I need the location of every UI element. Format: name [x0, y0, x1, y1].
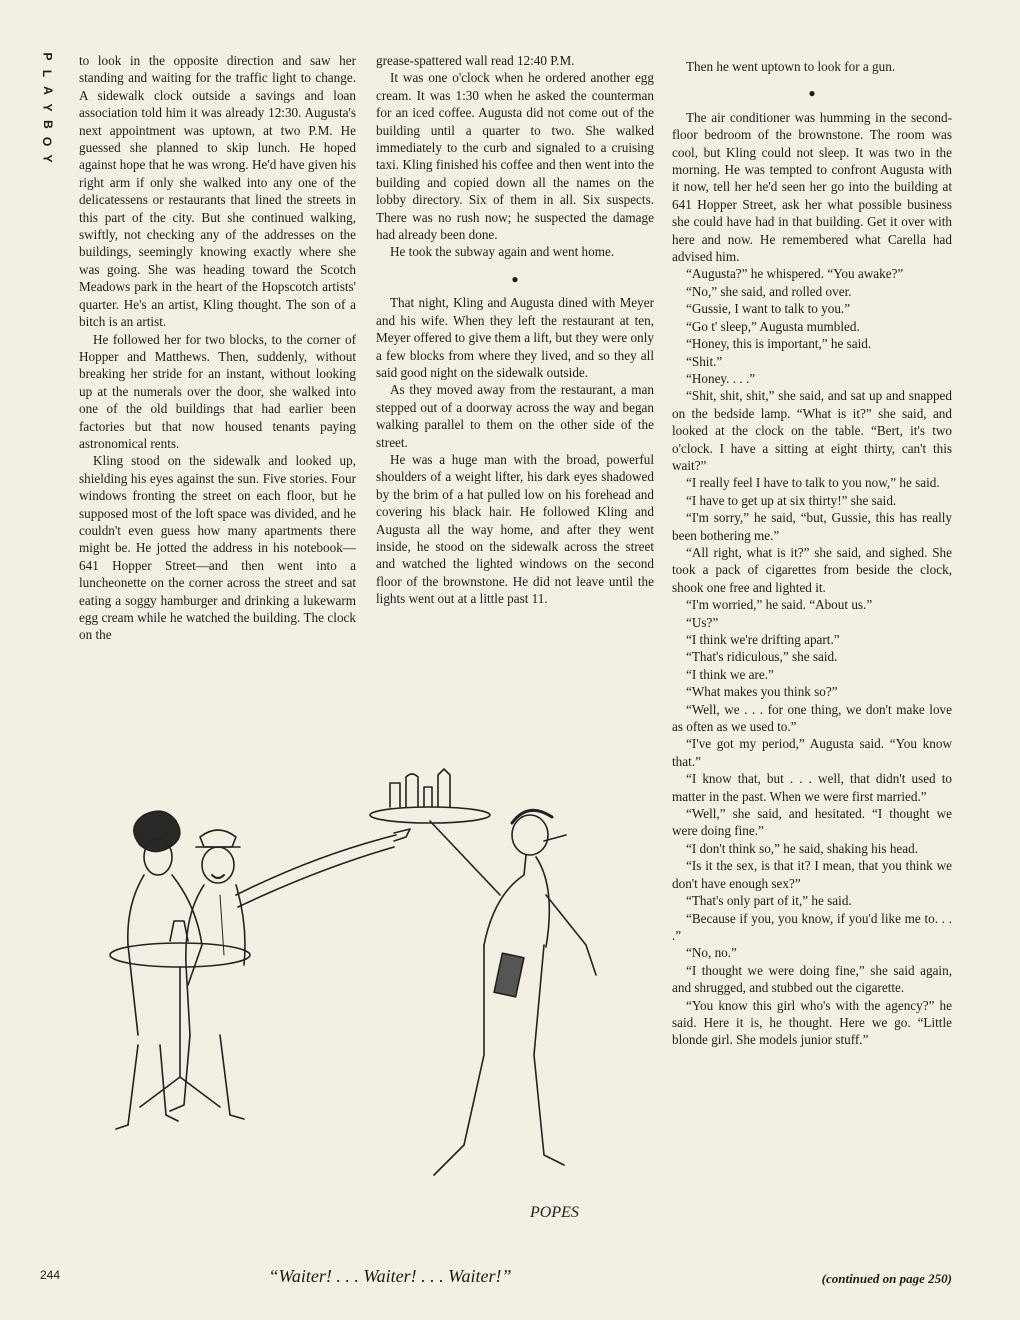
paragraph: “I don't think so,” he said, shaking his head. [686, 840, 919, 856]
paragraph: “Is it the sex, is that it? I mean, that you think we don't have enough sex?” [672, 858, 952, 891]
paragraph: “I'm sorry,” he said, “but, Gussie, this has really been bothering me.” [672, 510, 952, 543]
paragraph: “You know this girl who's with the agency?” he said. Here it is, he thought. Here we go. “Little blonde girl. She models junior stuff.” [672, 997, 952, 1048]
article-column-3 [672, 58, 952, 1049]
paragraph: “I think we're drifting apart.” [686, 632, 840, 647]
masthead-letter: Y [40, 103, 55, 112]
paragraph: “Us?” [686, 614, 719, 630]
article-column-1 [79, 52, 356, 644]
cartoon-table [110, 921, 250, 1107]
cartoon-caption: “Waiter! . . . Waiter! . . . Waiter!” [268, 1266, 512, 1286]
paragraph: He took the subway again and went home. [390, 244, 615, 260]
paragraph: “That's ridiculous,” she said. [686, 649, 838, 665]
paragraph: He was a huge man with the broad, powerful shoulders of a weight lifter, his dark eyes shadowed by the brim of a hat pulled low on his forehead and covering his black hair. He followed Kling and Augusta all the way home, and after they went inside, he stood on the sidewalk across the street and watched the lighted windows on the second floor of the brownstone. He did not leave until the lights went out at a little past 11. [376, 451, 654, 607]
paragraph: “I have to get up at six thirty!” she said. [686, 492, 897, 508]
paragraph: “Well,” she said, and hesitated. “I thought we were doing fine.” [672, 806, 952, 839]
paragraph: It was one o'clock when he ordered another egg cream. It was 1:30 when he asked the counterman for an iced coffee. Augusta did not come out of the building until a quarter to two. She walked immediately to the curb and signaled to a cruising taxi. Kling finished his coffee and then went into the building and copied down all the names on the lobby directory. Six of them in all. Six suspects. There was no rush now; he suspected the damage had already been done. [376, 70, 654, 243]
masthead-letter: P [40, 52, 55, 61]
section-break-bullet: ● [808, 86, 816, 101]
masthead-letter: A [40, 86, 55, 95]
paragraph: “What makes you think so?” [686, 684, 838, 700]
cartoon-signature: POPES [530, 1204, 579, 1221]
paragraph: “I'm worried,” he said. “About us.” [686, 597, 873, 613]
masthead-letter: O [40, 136, 55, 147]
paragraph: “I've got my period,” Augusta said. “You know that.” [672, 736, 952, 769]
paragraph: Kling stood on the sidewalk and looked up, shielding his eyes against the sun. Five stories. Four windows fronting the street on each floor, but he supposed most of the loft space was divided, and he couldn't even guess how many apartments there might be. He jotted the address in his notebook—641 Hopper Street—and then went into a luncheonette on the corner across the street and sat eating a soggy hamburger and drinking a lukewarm egg cream while he watched the building. The clock on the [79, 453, 356, 643]
paragraph: “Gussie, I want to talk to you.” [686, 301, 851, 317]
page-number: 244 [40, 1268, 61, 1282]
masthead-letter: B [40, 120, 55, 129]
paragraph: “Honey. . . .” [686, 370, 756, 386]
paragraph: “No,” she said, and rolled over. [686, 283, 852, 299]
cartoon-woman [116, 811, 202, 1129]
paragraph: That night, Kling and Augusta dined with Meyer and his wife. When they left the restaurant at ten, Meyer offered to give them a lift, but they were only a few blocks from where they lived, and so they all said good night on the sidewalk outside. [376, 295, 654, 380]
paragraph: “I know that, but . . . well, that didn't used to matter in the past. When we were first married.” [672, 771, 952, 804]
paragraph: “I thought we were doing fine,” she said again, and shrugged, and stubbed out the cigarette. [672, 962, 952, 996]
paragraph: “I really feel I have to talk to you now,” he said. [686, 475, 940, 491]
paragraph: “That's only part of it,” he said. [686, 893, 852, 909]
masthead [34, 48, 60, 167]
paragraph: “Augusta?” he whispered. “You awake?” [686, 266, 904, 282]
cartoon-illustration [100, 745, 620, 1265]
continued-note: (continued on page 250) [821, 1271, 952, 1286]
paragraph: “All right, what is it?” she said, and sighed. She took a pack of cigarettes from beside the clock, shook one free and lighted it. [672, 544, 952, 595]
paragraph: “Shit.” [686, 353, 723, 369]
paragraph: “Shit, shit, shit,” she said, and sat up and snapped on the bedside lamp. “What is it?” she said, and looked at the clock on the table. “Bert, it's two o'clock. I have a sitting at eight thirty, can't this wait?” [672, 388, 952, 473]
section-break-bullet: ● [511, 271, 519, 286]
cartoon-man [170, 829, 410, 1119]
masthead-letter: Y [40, 154, 55, 163]
paragraph: to look in the opposite direction and saw her standing and waiting for the traffic light to change. A sidewalk clock outside a savings and loan association told him it was already 12:30. Augusta's next appointment was uptown, at two P.M. He guessed she planned to skip lunch. He hoped against hope that he was wrong. He'd have given his right arm if only she walked into any one of the delicatessens or restaurants that lined the streets in this part of the city. But she continued walking, swiftly, not checking any of the addresses on the buildings, seemingly knowing exactly where she was going. She was heading toward the Scotch Meadows park in the heart of the Hopscotch artists' quarter. He's an artist, Kling thought. The son of a bitch is an artist. [79, 53, 356, 330]
paragraph: As they moved away from the restaurant, a man stepped out of a doorway across the way and began walking parallel to them on the other side of the street. [376, 382, 654, 450]
paragraph: “I think we are.” [686, 666, 774, 682]
paragraph: “Well, we . . . for one thing, we don't make love as often as we used to.” [672, 701, 952, 735]
paragraph: “Go t' sleep,” Augusta mumbled. [686, 318, 860, 334]
paragraph: “Honey, this is important,” he said. [686, 336, 872, 352]
paragraph: “No, no.” [686, 945, 737, 961]
paragraph: The air conditioner was humming in the second-floor bedroom of the brownstone. The room was cool, but Kling could not sleep. It was two in the morning. He was tempted to confront Augusta with it now, tell her he'd seen her go into the building at 641 Hopper Street, ask her what possible business she could have had in that building. Get it over with here and now. He remembered what Carella had advised him. [672, 109, 952, 265]
masthead-letter: L [40, 69, 55, 78]
paragraph: He followed her for two blocks, to the corner of Hopper and Matthews. Then, suddenly, without breaking her stride for an instant, without looking up at the numerals over the door, she walked into one of the old buildings that had earlier been factories but that now housed tenants paying astronomical rents. [79, 331, 356, 451]
article-column-2 [376, 52, 654, 608]
paragraph: grease-spattered wall read 12:40 P.M. [376, 53, 575, 68]
paragraph: “Because if you, you know, if you'd like me to. . . .” [672, 910, 952, 943]
paragraph: Then he went uptown to look for a gun. [686, 59, 896, 74]
